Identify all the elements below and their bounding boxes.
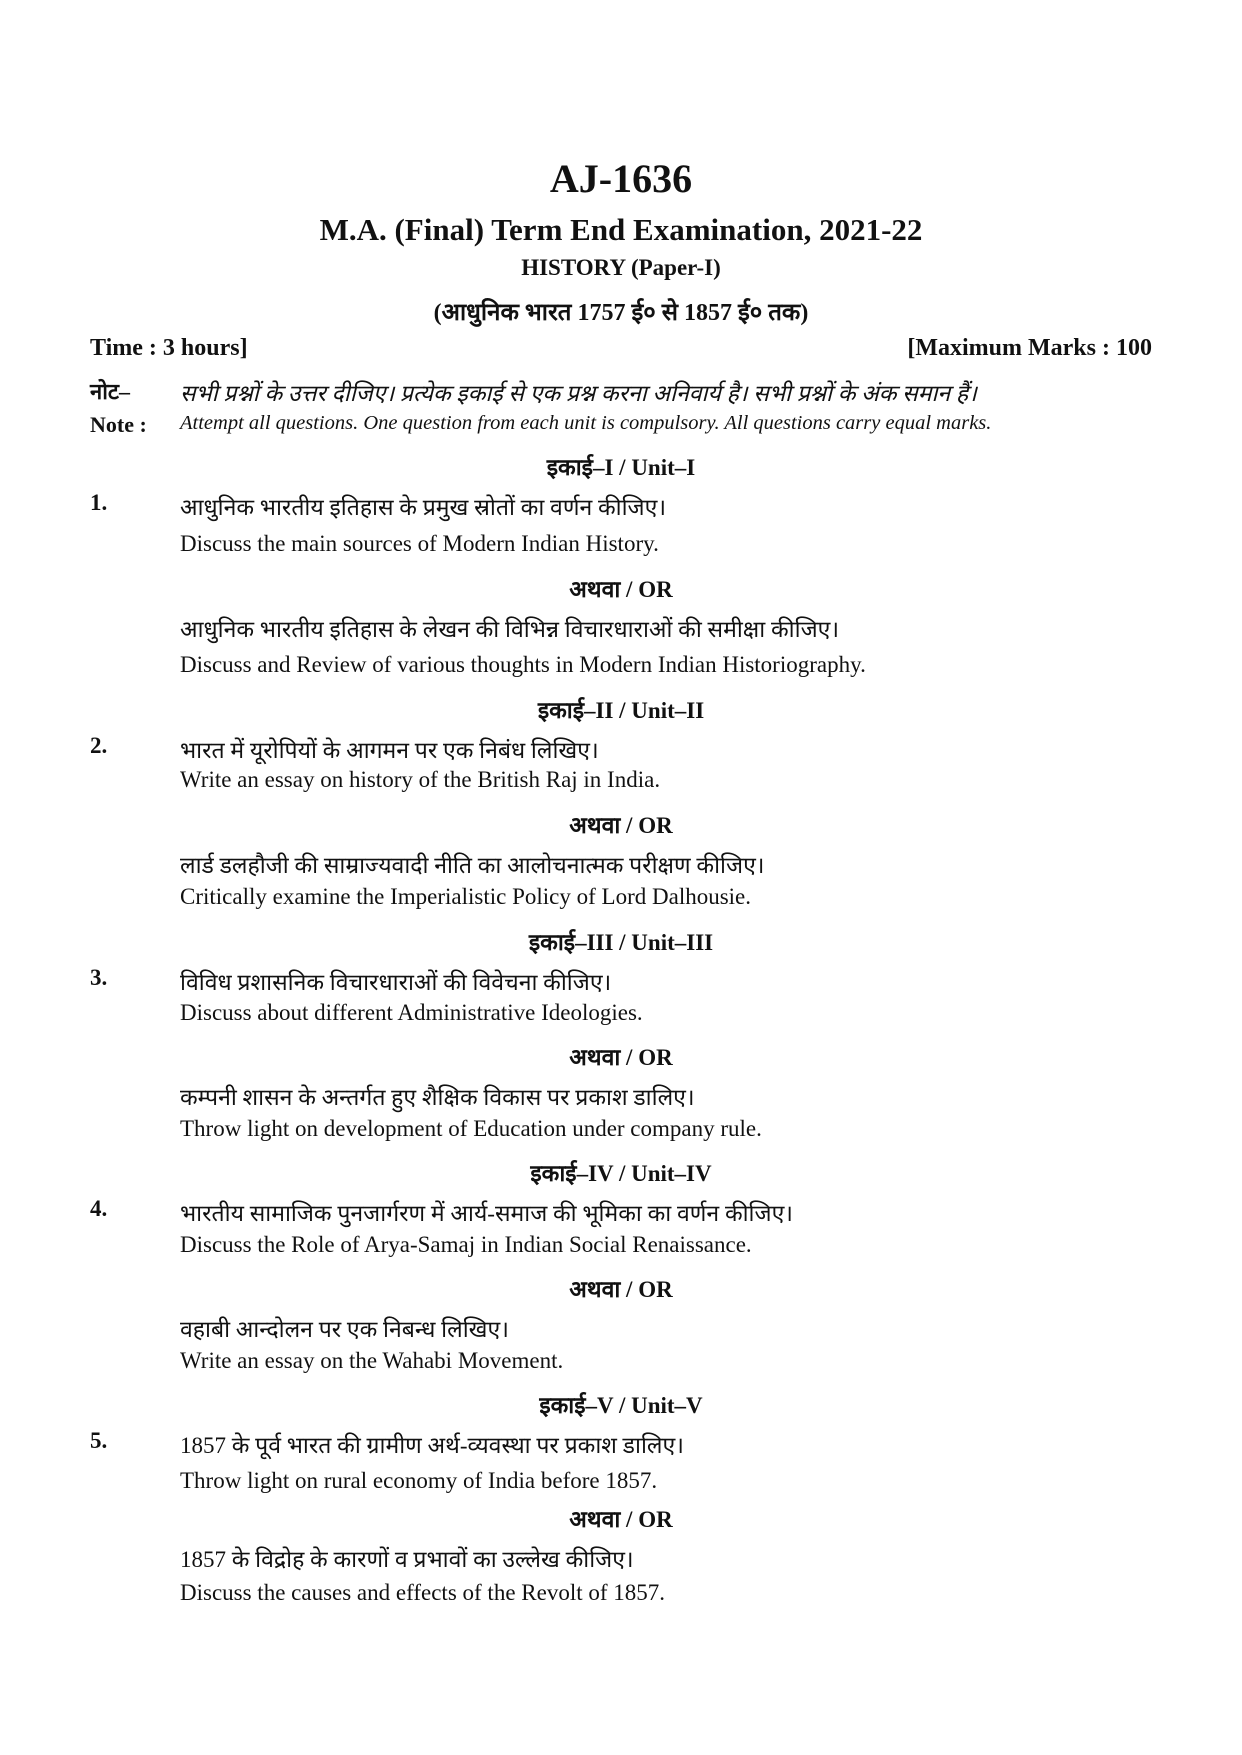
paper-code: AJ-1636	[549, 156, 693, 201]
question-5b-english: Discuss the causes and effects of the Revolt of 1857.	[180, 1580, 666, 1605]
time-allowed: Time : 3 hours]	[90, 335, 248, 361]
unit-5-or-label: अथवा / OR	[569, 1507, 673, 1532]
unit-2-or-label: अथवा / OR	[569, 813, 673, 838]
question-4b-english: Write an essay on the Wahabi Movement.	[180, 1348, 564, 1373]
question-5a-english: Throw light on rural economy of India before 1857.	[180, 1468, 658, 1493]
note-label-english: Note :	[90, 412, 147, 437]
question-2b-english: Critically examine the Imperialistic Policy of Lord Dalhousie.	[180, 884, 752, 909]
note-text-hindi: सभी प्रश्नों के उत्तर दीजिए। प्रत्येक इकाई से एक प्रश्न करना अनिवार्य है। सभी प्रश्नों के अंक समान हैं।	[180, 381, 977, 406]
maximum-marks: [Maximum Marks : 100	[907, 335, 1152, 361]
question-1b-hindi: आधुनिक भारतीय इतिहास के लेखन की विभिन्न विचारधाराओं की समीक्षा कीजिए।	[180, 617, 840, 642]
unit-3-or-label: अथवा / OR	[569, 1045, 673, 1070]
question-1-number: 1.	[90, 490, 108, 515]
unit-4-or-label: अथवा / OR	[569, 1277, 673, 1302]
unit-1-heading: इकाई–I / Unit–I	[546, 455, 696, 480]
question-5b-hindi: 1857 के विद्रोह के कारणों व प्रभावों का उल्लेख कीजिए।	[180, 1547, 634, 1572]
subject-title: HISTORY (Paper-I)	[521, 255, 721, 280]
unit-1-or-label: अथवा / OR	[569, 577, 673, 602]
question-5a-hindi: 1857 के पूर्व भारत की ग्रामीण अर्थ-व्यवस्था पर प्रकाश डालिए।	[180, 1433, 684, 1458]
exam-title: M.A. (Final) Term End Examination, 2021-22	[319, 212, 923, 247]
question-4b-hindi: वहाबी आन्दोलन पर एक निबन्ध लिखिए।	[180, 1317, 509, 1342]
question-4a-english: Discuss the Role of Arya-Samaj in Indian Social Renaissance.	[180, 1232, 752, 1257]
question-1a-hindi: आधुनिक भारतीय इतिहास के प्रमुख स्रोतों का वर्णन कीजिए।	[180, 495, 667, 520]
unit-4-heading: इकाई–IV / Unit–IV	[530, 1161, 712, 1186]
question-2a-english: Write an essay on history of the British Raj in India.	[180, 767, 661, 792]
question-3-number: 3.	[90, 965, 108, 990]
unit-3-heading: इकाई–III / Unit–III	[528, 930, 714, 955]
unit-2-heading: इकाई–II / Unit–II	[537, 698, 705, 723]
question-3b-hindi: कम्पनी शासन के अन्तर्गत हुए शैक्षिक विकास पर प्रकाश डालिए।	[180, 1085, 695, 1110]
question-3b-english: Throw light on development of Education under company rule.	[180, 1116, 762, 1141]
question-1b-english: Discuss and Review of various thoughts in Modern Indian Historiography.	[180, 652, 866, 677]
question-3a-hindi: विविध प्रशासनिक विचारधाराओं की विवेचना कीजिए।	[180, 970, 612, 995]
question-4-number: 4.	[90, 1196, 108, 1221]
paper-title: (आधुनिक भारत 1757 ई० से 1857 ई० तक)	[433, 300, 809, 326]
question-1a-english: Discuss the main sources of Modern Indian History.	[180, 531, 659, 556]
unit-5-heading: इकाई–V / Unit–V	[539, 1393, 703, 1418]
question-2b-hindi: लार्ड डलहौजी की साम्राज्यवादी नीति का आलोचनात्मक परीक्षण कीजिए।	[180, 853, 765, 878]
question-3a-english: Discuss about different Administrative Ideologies.	[180, 1000, 643, 1025]
note-label-hindi: नोट–	[90, 379, 130, 404]
note-text-english: Attempt all questions. One question from each unit is compulsory. All questions carry equal marks.	[180, 412, 992, 434]
question-5-number: 5.	[90, 1428, 108, 1453]
question-2-number: 2.	[90, 733, 108, 758]
question-4a-hindi: भारतीय सामाजिक पुनजार्गरण में आर्य-समाज की भूमिका का वर्णन कीजिए।	[180, 1201, 794, 1226]
question-2a-hindi: भारत में यूरोपियों के आगमन पर एक निबंध लिखिए।	[180, 738, 599, 763]
